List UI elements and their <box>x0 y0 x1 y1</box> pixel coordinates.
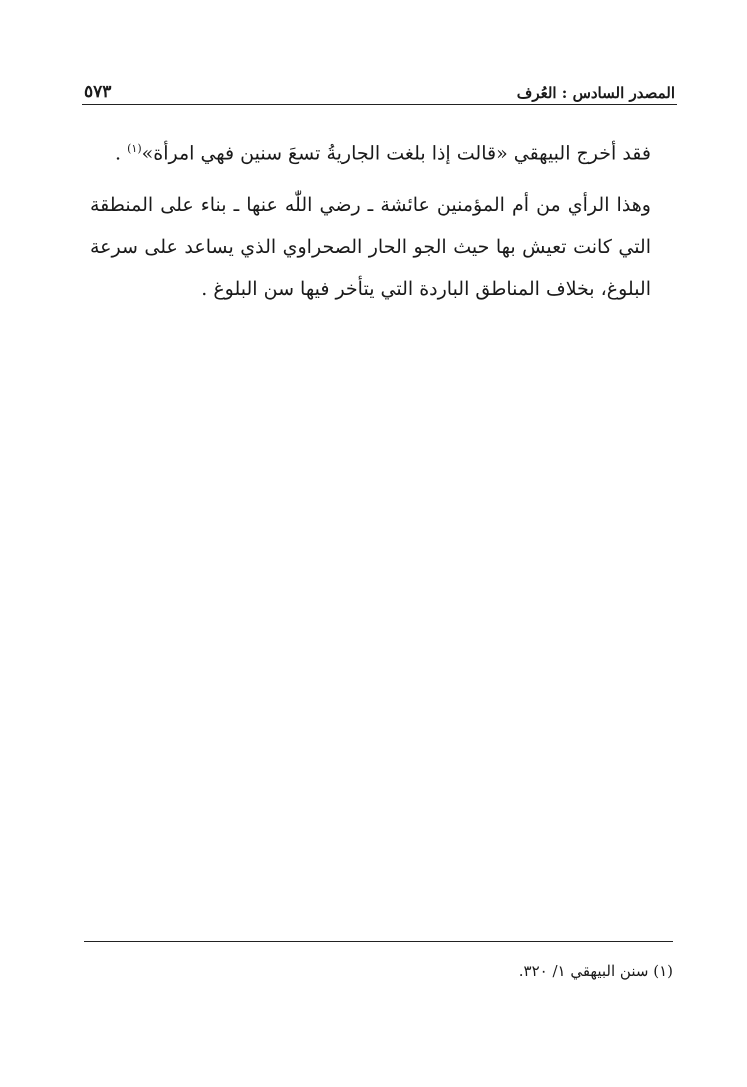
paragraph-1-end: . <box>115 142 128 165</box>
footnote-1 <box>300 958 673 984</box>
page-number: ٥٧٣ <box>84 82 112 102</box>
paragraph-1 <box>90 128 651 174</box>
page-header <box>84 78 675 102</box>
body-text <box>90 128 651 310</box>
footnote-rule <box>84 941 673 942</box>
paragraph-2: وهذا الرأي من أم المؤمنين عائشة ـ رضي اللّٰه عنها ـ بناء على المنطقة التي كانت تعيش بها حيث الجو الحار الصحراوي الذي يساعد على سرعة البلوغ، بخلاف المناطق الباردة التي يتأخر فيها سن البلوغ . <box>90 194 651 301</box>
footnote-reference[interactable]: (١) <box>127 142 142 155</box>
running-title: المصدر السادس : العُرف <box>516 84 675 102</box>
header-rule <box>82 104 677 105</box>
footnote-text: سنن البيهقي ١/ ٣٢٠. <box>518 962 649 980</box>
footnote-marker: (١) <box>653 962 673 980</box>
paragraph-1-text: فقد أخرج البيهقي «قالت إذا بلغت الجاريةُ تسعَ سنين فهي امرأة» <box>141 142 651 165</box>
